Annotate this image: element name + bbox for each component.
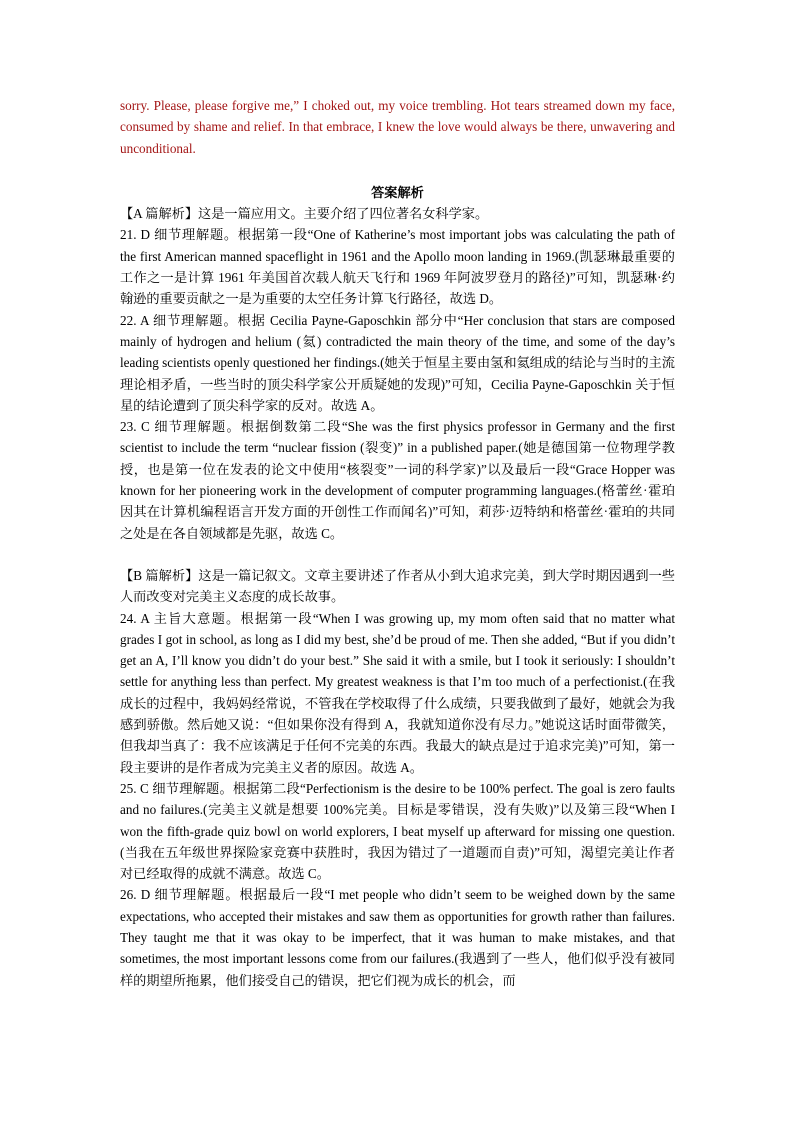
answer-26: 26. D 细节理解题。根据最后一段“I met people who didn’t seem to be weighed down by the same expectations, who accepted their mistakes and saw them as opportunities for growth rather than failures. They taught me that it was okay to be imperfect, that it was human to make mistakes, and that sometimes, the most important lessons come from our failures.(我遇到了一些人，他们似乎没有被同样的期望所拖累，他们接受自己的错误，把它们视为成长的机会，而: [120, 887, 675, 988]
section-a-intro: 【A 篇解析】这是一篇应用文。主要介绍了四位著名女科学家。: [120, 206, 489, 222]
answer-22: 22. A 细节理解题。根据 Cecilia Payne-Gaposchkin 部分中“Her conclusion that stars are composed mainly of hydrogen and helium (氦) contradicted the main theory of the time, and some of the day’s leading scientists openly questioned her findings.(她关于恒星主要由氢和氦组成的结论与当时的主流理论相矛盾，一些当时的顶尖科学家公开质疑她的发现)”可知，Cecilia Payne-Gaposchkin 关于恒星的结论遭到了顶尖科学家的反对。故选 A。: [120, 312, 675, 413]
section-b-intro: 【B 篇解析】这是一篇记叙文。文章主要讲述了作者从小到大追求完美，到大学时期因遇到一些人而改变对完美主义态度的成长故事。: [120, 567, 675, 605]
answer-25: 25. C 细节理解题。根据第二段“Perfectionism is the desire to be 100% perfect. The goal is zero faults and no failures.(完美主义就是想要 100%完美。目标是零错误，没有失败)”以及第三段“When I won the fifth-grade quiz bowl on world explorers, I beat myself up afterward for missing one question.(当我在五年级世界探险家竞赛中获胜时，我因为错过了一道题而自责)”可知，渴望完美让作者对已经取得的成就不满意。故选 C。: [120, 780, 675, 882]
answers-heading: 答案解析: [371, 184, 424, 200]
spacer: [120, 159, 675, 182]
document-page: [120, 95, 675, 991]
answer-21: 21. D 细节理解题。根据第一段“One of Katherine’s most important jobs was calculating the path of the first American manned spaceflight in 1961 and the Apollo moon landing in 1969.(凯瑟琳最重要的工作之一是计算 1961 年美国首次载人航天飞行和 1969 年阿波罗登月的路径)”可知，凯瑟琳·约翰逊的重要贡献之一是为重要的太空任务计算飞行路径，故选 D。: [120, 227, 675, 307]
spacer: [120, 544, 675, 565]
story-ending-paragraph: sorry. Please, please forgive me,” I choked out, my voice trembling. Hot tears streamed down my face, consumed by shame and relief. In that embrace, I knew the love would always be there, unwavering and unconditional.: [120, 98, 675, 156]
answer-23: 23. C 细节理解题。根据倒数第二段“She was the first physics professor in Germany and the first scientist to include the term “nuclear fission (裂变)” in a published paper.(她是德国第一位物理学教授，也是第一位在发表的论文中使用“核裂变”一词的科学家)”以及最后一段“Grace Hopper was known for her pioneering work in the development of computer programming languages.(格蕾丝·霍珀因其在计算机编程语言开发方面的开创性工作而闻名)”可知，莉莎·迈特纳和格蕾丝·霍珀的共同之处是在各自领域都是先驱，故选 C。: [120, 419, 675, 541]
answer-24: 24. A 主旨大意题。根据第一段“When I was growing up, my mom often said that no matter what grades I got in school, as long as I did my best, she’d be proud of me. Then she added, “But if you didn’t get an A, I’ll know you didn’t do your best.” She said it with a smile, but I took it seriously: I shouldn’t settle for anything less than perfect. My greatest weakness is that I’m too much of a perfectionist.(在我成长的过程中，我妈妈经常说，不管我在学校取得了什么成绩，只要我做到了最好，她就会为我感到骄傲。然后她又说：“但如果你没有得到 A，我就知道你没有尽力。”她说这话时面带微笑，但我却当真了：我不应该满足于任何不完美的东西。我最大的缺点是过于追求完美)”可知，第一段主要讲的是作者成为完美主义者的原因。故选 A。: [120, 610, 675, 775]
